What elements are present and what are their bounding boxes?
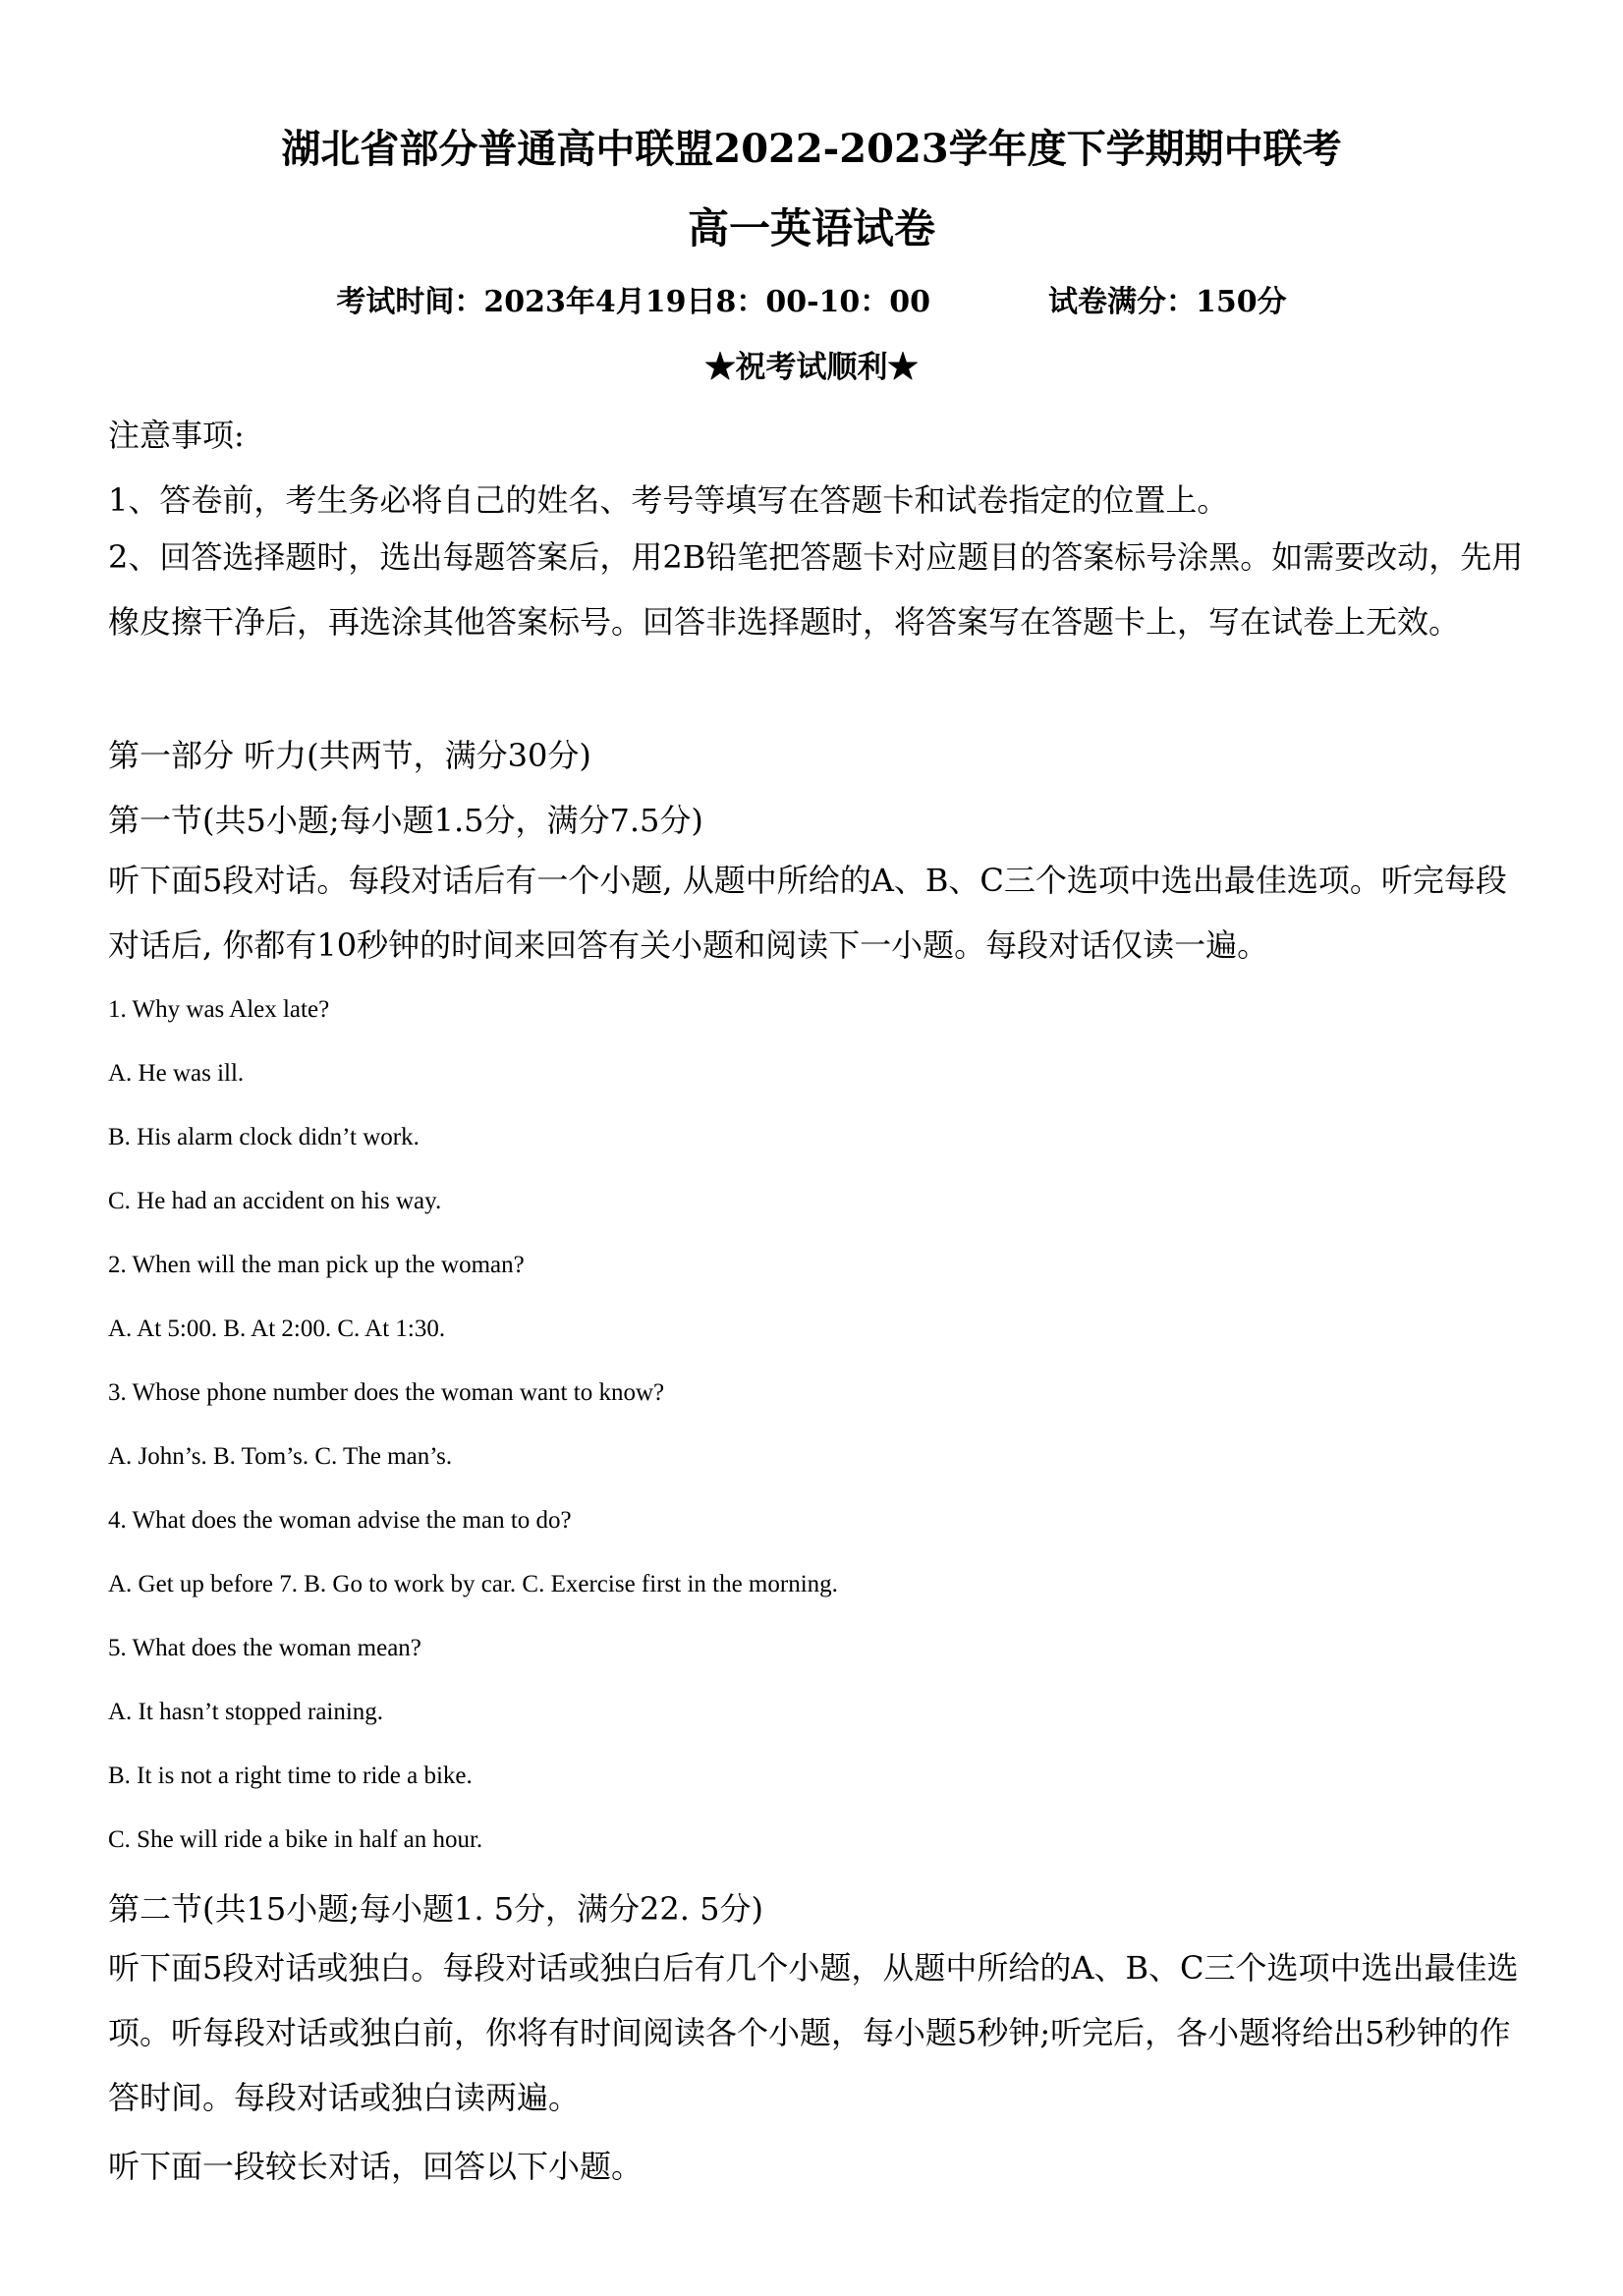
- section1-heading: 第一节(共5小题;每小题1.5分，满分7.5分): [108, 802, 703, 839]
- question-2-options: A. At 5:00. B. At 2:00. C. At 1:30.: [108, 1316, 446, 1342]
- notes-heading: 注意事项:: [108, 417, 245, 454]
- section2-instructions: 听下面5段对话或独白。每段对话或独白后有几个小题，从题中所给的A、B、C三个选项中选出最佳选项。听每段对话或独白前，你将有时间阅读各个小题，每小题5秒钟;听完后，各小题将给出5秒钟的作答时间。每段对话或独白读两遍。: [108, 1949, 1519, 2116]
- question-1-option-a: A. He was ill.: [108, 1060, 245, 1087]
- question-5-option-a: A. It hasn’t stopped raining.: [108, 1699, 384, 1725]
- question-5-option-c: C. She will ride a bike in half an hour.: [108, 1826, 483, 1853]
- question-3: 3. Whose phone number does the woman want to know?: [108, 1379, 665, 1406]
- question-1-option-b: B. His alarm clock didn’t work.: [108, 1124, 420, 1150]
- good-luck-wish: ★祝考试顺利★: [704, 350, 919, 385]
- section2-heading: 第二节(共15小题;每小题1. 5分，满分22. 5分): [108, 1890, 763, 1928]
- question-4: 4. What does the woman advise the man to do?: [108, 1507, 572, 1534]
- question-1: 1. Why was Alex late?: [108, 996, 330, 1023]
- question-3-options: A. John’s. B. Tom’s. C. The man’s.: [108, 1443, 453, 1470]
- notes-item-1: 1、答卷前，考生务必将自己的姓名、考号等填写在答题卡和试卷指定的位置上。: [108, 481, 1229, 519]
- notes-item-2: 2、回答选择题时，选出每题答案后，用2B铅笔把答题卡对应题目的答案标号涂黑。如需要改动，先用橡皮擦干净后，再选涂其他答案标号。回答非选择题时，将答案写在答题卡上，写在试卷上无效。: [108, 538, 1524, 641]
- section2-first-dialogue: 听下面一段较长对话，回答以下小题。: [108, 2148, 644, 2185]
- question-4-options: A. Get up before 7. B. Go to work by car. C. Exercise first in the morning.: [108, 1571, 838, 1597]
- exam-time: 考试时间：2023年4月19日8：00-10：00: [336, 285, 931, 319]
- exam-subtitle: 高一英语试卷: [687, 204, 935, 252]
- exam-info: [0, 277, 1623, 320]
- part1-heading: 第一部分 听力(共两节，满分30分): [108, 737, 591, 774]
- question-1-option-c: C. He had an accident on his way.: [108, 1188, 442, 1214]
- exam-title: 湖北省部分普通高中联盟2022-2023学年度下学期期中联考: [281, 126, 1342, 172]
- question-2: 2. When will the man pick up the woman?: [108, 1252, 525, 1278]
- section1-instructions: 听下面5段对话。每段对话后有一个小题, 从题中所给的A、B、C三个选项中选出最佳选项。听完每段对话后, 你都有10秒钟的时间来回答有关小题和阅读下一小题。每段对话仅读一遍。: [108, 862, 1507, 964]
- question-5-option-b: B. It is not a right time to ride a bike.: [108, 1763, 473, 1789]
- question-5: 5. What does the woman mean?: [108, 1635, 421, 1661]
- full-score: 试卷满分：150分: [1048, 285, 1287, 319]
